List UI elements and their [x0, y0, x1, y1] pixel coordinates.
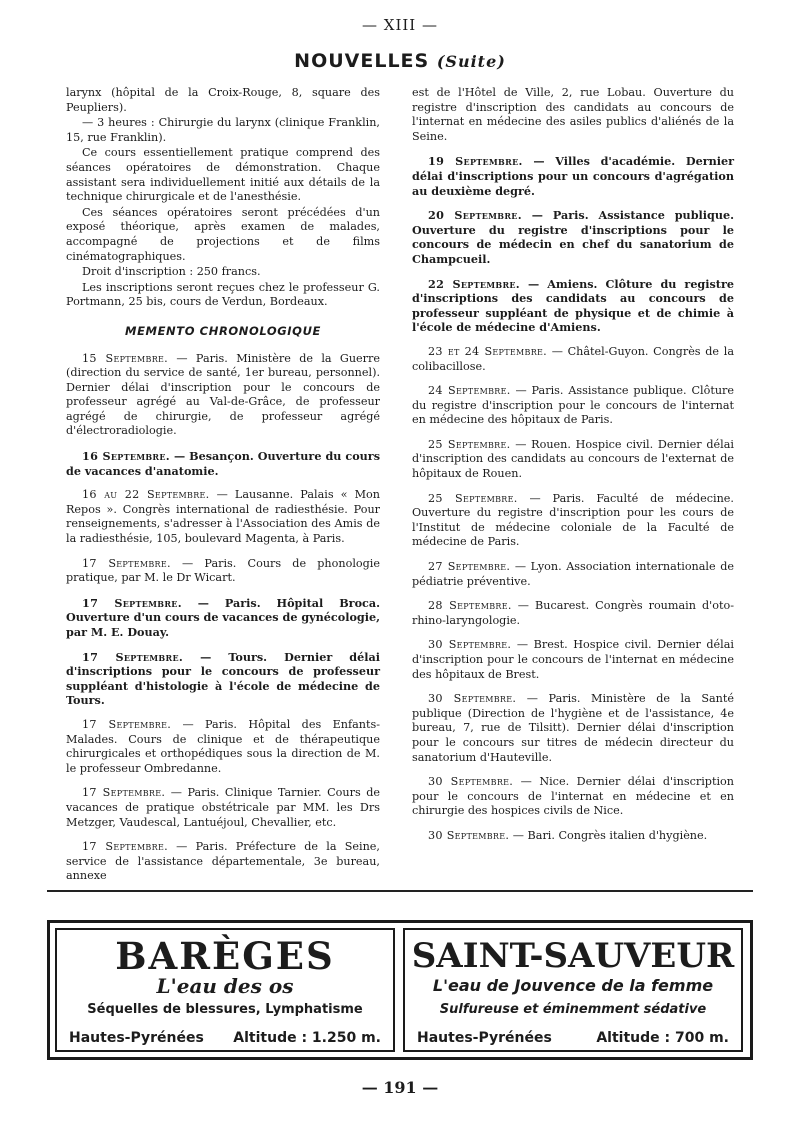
event-text: — Paris. Ministère de la Guerre (direction du service de santé, 1er bureau, personnel). Dernier délai d'inscription pour le concours de professeur agrégé au Val-de-Grâce, de professeur agrégé de chirurgie, de professeur agrégé d'électroradiologie. [66, 351, 380, 438]
section-title [0, 50, 800, 72]
intro-paragraph: Droit d'inscription : 250 francs. [82, 265, 261, 279]
event-text: — Paris. Clinique Tarnier. Cours de vacances de pratique obstétricale par MM. les Drs Metzger, Vaudescal, Lantuéjoul, Chevallier, etc. [66, 786, 380, 829]
ad-slogan: L'eau de Jouvence de la femme [432, 976, 714, 995]
ad-subtitle: Séquelles de blessures, Lymphatisme [87, 1002, 363, 1017]
event-date: 30 Septembre. [428, 828, 510, 842]
event-date: 17 Septembre. [82, 649, 184, 664]
event-date: 15 Septembre. [82, 351, 169, 365]
event-date: 23 et 24 Septembre. [428, 344, 548, 358]
event-entry [412, 384, 734, 428]
event-text: — Besançon. Ouverture du cours de vacances d'anatomie. [66, 449, 380, 478]
event-text: — Paris. Hôpital des Enfants-Malades. Cours de clinique et de thérapeutique chirurgicales et orthopédiques sous la direction de M. le professeur Ombredanne. [66, 717, 380, 775]
event-text: — Bucarest. Congrès roumain d'oto-rhino-laryngologie. [412, 599, 734, 627]
event-date: 24 Septembre. [428, 384, 511, 398]
section-title-suffix: (Suite) [436, 52, 506, 71]
continuation-paragraph: est de l'Hôtel de Ville, 2, rue Lobau. Ouverture du registre d'inscription des candidats au concours de l'internat en médecine des asiles publics d'aliénés de la Seine. [412, 86, 734, 143]
event-text: — Amiens. Clôture du registre d'inscriptions des candidats au concours de professeur suppléant de physique et de chimie à l'école de médecine d'Amiens. [412, 276, 734, 335]
ad-footer-row [405, 1030, 741, 1046]
intro-paragraph: Les inscriptions seront reçues chez le professeur G. Portmann, 25 bis, cours de Verdun, Bordeaux. [66, 280, 380, 309]
event-entry [412, 775, 734, 819]
section-divider [47, 890, 753, 892]
event-text: — Paris. Ministère de la Santé publique (Direction de l'hygiène et de l'assistance, 4e bureau, 7, rue de Tilsitt). Dernier délai d'inscription pour le concours sur titres de médecin directeur du sanatorium d'Hauteville. [412, 692, 734, 764]
event-entry [412, 438, 734, 482]
event-text: — Paris. Hôpital Broca. Ouverture d'un cours de vacances de gynécologie, par M. E. Douay. [66, 595, 380, 639]
event-text: — Bari. Congrès italien d'hygiène. [509, 828, 708, 842]
ad-footer-row [57, 1030, 393, 1046]
event-date: 17 Septembre. [82, 840, 168, 854]
event-text: — Paris. Préfecture de la Seine, service de l'assistance départementale, 3e bureau, annexe [66, 840, 380, 883]
event-entry [412, 829, 734, 844]
left-column [66, 86, 380, 894]
page-number: — 191 — [361, 1078, 439, 1097]
event-date: 22 Septembre. [428, 276, 520, 291]
event-entry [412, 277, 734, 335]
intro-paragraph: Ces séances opératoires seront précédées d'un exposé théorique, après examen de malades, accompagné de projections et de films cinématographiques. [66, 205, 380, 263]
event-text: — Paris. Cours de phonologie pratique, par M. le Dr Wicart. [66, 556, 380, 585]
intro-paragraph: larynx (hôpital de la Croix-Rouge, 8, square des Peupliers). [66, 86, 380, 114]
ad-title: SAINT-SAUVEUR [411, 936, 735, 976]
memento-heading: MEMENTO CHRONOLOGIQUE [125, 323, 321, 338]
intro-paragraph: — 3 heures : Chirurgie du larynx (clinique Franklin, 15, rue Franklin). [66, 116, 380, 144]
event-text: — Lyon. Association internationale de pédiatrie préventive. [412, 560, 734, 588]
ad-altitude: Altitude : 700 m. [596, 1030, 729, 1046]
event-entry [412, 492, 734, 550]
event-entry [412, 599, 734, 628]
event-entry [66, 840, 380, 884]
event-date: 25 Septembre. [428, 491, 518, 505]
event-text: — Brest. Hospice civil. Dernier délai d'inscription pour le concours de l'internat en médecine des hôpitaux de Brest. [412, 638, 734, 681]
event-date: 30 Septembre. [428, 775, 514, 789]
event-entry [412, 692, 734, 765]
event-date: 25 Septembre. [428, 437, 511, 451]
ad-region: Hautes-Pyrénées [69, 1030, 204, 1046]
event-entry [66, 718, 380, 776]
section-title-text: NOUVELLES [294, 50, 430, 72]
event-text: — Paris. Assistance publique. Ouverture du registre d'inscriptions pour le concours de médecin en chef du sanatorium de Champcueil. [412, 208, 734, 266]
event-text: — Châtel-Guyon. Congrès de la colibacillose. [412, 344, 734, 373]
event-date: 17 Septembre. [82, 556, 171, 570]
event-text: — Rouen. Hospice civil. Dernier délai d'inscription des candidats au concours de l'externat de hôpitaux de Rouen. [412, 437, 734, 481]
ad-saint-sauveur [403, 928, 743, 1052]
event-entry [66, 488, 380, 546]
event-date: 17 Septembre. [82, 717, 172, 731]
event-date: 16 au 22 Septembre. [82, 488, 210, 502]
event-entry [412, 560, 734, 589]
ad-slogan: L'eau des os [156, 974, 294, 998]
event-text: — Nice. Dernier délai d'inscription pour le concours de l'internat en médecine et en chirurgie des hospices civils de Nice. [412, 775, 734, 818]
ad-subtitle: Sulfureuse et éminemment sédative [439, 1002, 707, 1017]
event-text: — Paris. Assistance publique. Clôture du registre d'inscription pour le concours de l'internat en médecine des hôpitaux de Paris. [412, 384, 735, 427]
ad-bareges [55, 928, 395, 1052]
event-date: 19 Septembre. [428, 154, 523, 169]
event-date: 28 Septembre. [428, 599, 512, 613]
event-entry [412, 208, 734, 266]
event-entry [66, 596, 380, 640]
event-date: 17 Septembre. [82, 595, 182, 610]
advertisement-panel [47, 920, 753, 1060]
event-date: 27 Septembre. [428, 560, 511, 574]
event-date: 16 Septembre. [82, 449, 170, 464]
event-entry [66, 786, 380, 830]
event-entry [66, 352, 380, 440]
event-entry [412, 638, 734, 682]
event-entry [412, 345, 734, 374]
intro-paragraph: Ce cours essentiellement pratique comprend des séances opératoires de démonstration. Chaque assistant sera individuellement initié aux détails de la technique chirurgicale et de l'anesthésie. [66, 146, 380, 204]
event-date: 17 Septembre. [82, 786, 166, 800]
event-entry [412, 154, 734, 198]
event-entry [66, 557, 380, 586]
event-text: — Tours. Dernier délai d'inscriptions pour le concours de professeur suppléant d'histologie à l'école de médecine de Tours. [66, 649, 380, 708]
event-date: 30 Septembre. [428, 638, 512, 652]
event-text: — Villes d'académie. Dernier délai d'inscriptions pour un concours d'agrégation au deuxième degré. [412, 154, 734, 198]
ad-title: BARÈGES [115, 934, 335, 978]
event-entry [66, 650, 380, 708]
right-column [412, 86, 734, 854]
page-roman-number: — XIII — [362, 16, 438, 34]
event-date: 20 Septembre. [428, 208, 522, 223]
ad-region: Hautes-Pyrénées [417, 1030, 552, 1046]
event-date: 30 Septembre. [428, 692, 517, 706]
event-entry [66, 449, 380, 478]
event-text: — Lausanne. Palais « Mon Repos ». Congrès international de radiesthésie. Pour renseignements, s'adresser à l'Association des Amis de la radiesthésie, 105, boulevard Magenta, à Paris. [66, 488, 380, 546]
event-text: — Paris. Faculté de médecine. Ouverture du registre d'inscription pour les cours de l'Institut de médecine coloniale de la Faculté de médecine de Paris. [412, 491, 734, 549]
ad-altitude: Altitude : 1.250 m. [233, 1030, 381, 1046]
